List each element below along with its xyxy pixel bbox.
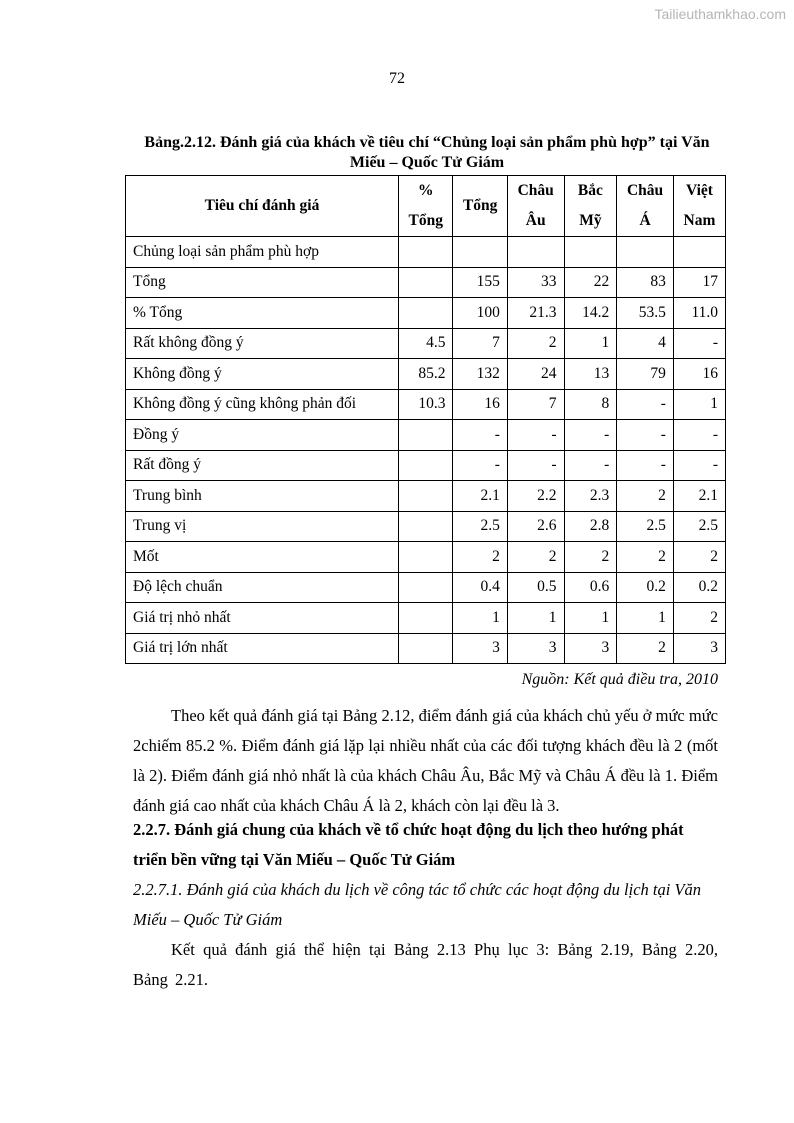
value-cell: 24 [507, 359, 564, 390]
value-cell: 53.5 [617, 298, 674, 329]
value-cell [399, 633, 453, 664]
value-cell: 1 [564, 328, 617, 359]
value-cell: - [617, 420, 674, 451]
value-cell [453, 237, 507, 268]
value-cell: 2 [617, 542, 674, 573]
row-label: Rất không đồng ý [126, 328, 399, 359]
value-cell: 3 [453, 633, 507, 664]
value-cell: 1 [453, 603, 507, 634]
row-label: Đồng ý [126, 420, 399, 451]
value-cell: 2 [507, 542, 564, 573]
table-caption: Bảng.2.12. Đánh giá của khách về tiêu chí “Chủng loại sản phẩm phù hợp” tại Văn Miếu – Quốc Tử Giám [144, 134, 710, 171]
value-cell: 2 [507, 328, 564, 359]
value-cell [399, 603, 453, 634]
value-cell: 17 [673, 267, 725, 298]
row-label: Chủng loại sản phẩm phù hợp [126, 237, 399, 268]
value-cell: 8 [564, 389, 617, 420]
value-cell [399, 237, 453, 268]
value-cell: 100 [453, 298, 507, 329]
header-cell-line: % [417, 182, 434, 199]
value-cell: 0.5 [507, 572, 564, 603]
table-row [126, 603, 726, 634]
watermark: Tailieuthamkhao.com [654, 6, 786, 22]
value-cell: 3 [564, 633, 617, 664]
paragraph-analysis: Theo kết quả đánh giá tại Bảng 2.12, điểm đánh giá của khách chủ yếu ở mức mức 2chiếm 85.2 %. Điểm đánh giá lặp lại nhiều nhất của các đối tượng khách đều là 2 (mốt là 2). Điểm đánh giá nhỏ nhất là của khách Châu Âu, Bắc Mỹ và Châu Á đều là 1. Điểm đánh giá cao nhất của khách Châu Á là 2, khách còn lại đều là 3. [133, 706, 718, 815]
value-cell [399, 450, 453, 481]
paragraph-reference: Kết quả đánh giá thể hiện tại Bảng 2.13 Phụ lục 3: Bảng 2.19, Bảng 2.20, Bảng 2.21. [133, 940, 718, 989]
value-cell: 3 [507, 633, 564, 664]
value-cell: 0.2 [617, 572, 674, 603]
value-cell: - [673, 420, 725, 451]
value-cell: 3 [673, 633, 725, 664]
table-row [126, 481, 726, 512]
value-cell [399, 511, 453, 542]
value-cell: 7 [453, 328, 507, 359]
source-note: Nguồn: Kết quả điều tra, 2010 [521, 671, 718, 688]
table-row [126, 267, 726, 298]
value-cell [399, 572, 453, 603]
value-cell: - [564, 420, 617, 451]
value-cell: 2 [564, 542, 617, 573]
table-row [126, 359, 726, 390]
header-cell-line: Tổng [408, 212, 443, 229]
value-cell: 2.1 [453, 481, 507, 512]
page-number: 72 [389, 70, 405, 87]
value-cell [399, 542, 453, 573]
header-cell-line: Tổng [462, 197, 498, 214]
value-cell: - [617, 389, 674, 420]
value-cell: 33 [507, 267, 564, 298]
header-cell-line: Bắc [577, 182, 603, 199]
header-cell-line: Tiêu chí đánh giá [204, 197, 320, 214]
value-cell [673, 237, 725, 268]
header-cell-line: Á [639, 212, 651, 229]
value-cell: 2.1 [673, 481, 725, 512]
subsection-heading: 2.2.7.1. Đánh giá của khách du lịch về công tác tổ chức các hoạt động du lịch tại Văn Miếu – Quốc Tử Giám [133, 880, 702, 929]
table-row [126, 633, 726, 664]
row-label: Mốt [126, 542, 399, 573]
value-cell: 1 [564, 603, 617, 634]
value-cell: 1 [507, 603, 564, 634]
value-cell: 2.8 [564, 511, 617, 542]
value-cell: 85.2 [399, 359, 453, 390]
header-cell [617, 176, 674, 237]
value-cell: 2 [673, 542, 725, 573]
value-cell: 13 [564, 359, 617, 390]
header-cell [673, 176, 725, 237]
value-cell: 10.3 [399, 389, 453, 420]
value-cell: - [564, 450, 617, 481]
value-cell [399, 420, 453, 451]
value-cell: 2.5 [673, 511, 725, 542]
value-cell: - [617, 450, 674, 481]
value-cell [399, 481, 453, 512]
table-row [126, 328, 726, 359]
header-cell-line: Việt [685, 182, 713, 199]
header-cell [399, 176, 453, 237]
section-heading: 2.2.7. Đánh giá chung của khách về tổ chức hoạt động du lịch theo hướng phát triển bền vững tại Văn Miếu – Quốc Tử Giám [133, 820, 684, 869]
row-label: Giá trị lớn nhất [126, 633, 399, 664]
value-cell: - [673, 328, 725, 359]
value-cell: 11.0 [673, 298, 725, 329]
value-cell: - [673, 450, 725, 481]
header-row [126, 176, 726, 237]
row-label: Giá trị nhỏ nhất [126, 603, 399, 634]
value-cell: 16 [673, 359, 725, 390]
value-cell: 2.3 [564, 481, 617, 512]
value-cell: 2 [673, 603, 725, 634]
header-cell [564, 176, 617, 237]
value-cell: 0.4 [453, 572, 507, 603]
header-cell [453, 176, 507, 237]
row-label: Không đồng ý cũng không phản đối [126, 389, 399, 420]
value-cell: 2.5 [453, 511, 507, 542]
value-cell: 2.2 [507, 481, 564, 512]
value-cell: 155 [453, 267, 507, 298]
value-cell: 14.2 [564, 298, 617, 329]
value-cell: - [507, 450, 564, 481]
value-cell [564, 237, 617, 268]
value-cell: 2.5 [617, 511, 674, 542]
value-cell: 132 [453, 359, 507, 390]
row-label: Không đồng ý [126, 359, 399, 390]
value-cell: 83 [617, 267, 674, 298]
table-row [126, 572, 726, 603]
table-body [126, 237, 726, 664]
value-cell: 1 [673, 389, 725, 420]
header-cell-line: Âu [525, 212, 546, 229]
value-cell [399, 298, 453, 329]
value-cell: 4.5 [399, 328, 453, 359]
table-row [126, 420, 726, 451]
table-row [126, 450, 726, 481]
header-cell [126, 176, 399, 237]
header-cell-line: Nam [683, 212, 716, 229]
row-label: Độ lệch chuẩn [126, 572, 399, 603]
value-cell [507, 237, 564, 268]
value-cell: 7 [507, 389, 564, 420]
value-cell: 2 [453, 542, 507, 573]
table-row [126, 389, 726, 420]
value-cell: 79 [617, 359, 674, 390]
value-cell: 21.3 [507, 298, 564, 329]
value-cell: - [453, 450, 507, 481]
value-cell: - [453, 420, 507, 451]
value-cell: 0.6 [564, 572, 617, 603]
value-cell: 2 [617, 633, 674, 664]
value-cell: 1 [617, 603, 674, 634]
value-cell: 4 [617, 328, 674, 359]
value-cell: 16 [453, 389, 507, 420]
value-cell [399, 267, 453, 298]
value-cell: 22 [564, 267, 617, 298]
row-label: Tổng [126, 267, 399, 298]
table-row [126, 542, 726, 573]
value-cell: - [507, 420, 564, 451]
value-cell [617, 237, 674, 268]
value-cell: 2.6 [507, 511, 564, 542]
table-row [126, 237, 726, 268]
row-label: Trung bình [126, 481, 399, 512]
table-header [126, 176, 726, 237]
evaluation-table [125, 175, 726, 664]
header-cell-line: Châu [517, 182, 554, 199]
value-cell: 2 [617, 481, 674, 512]
table-row [126, 298, 726, 329]
row-label: Trung vị [126, 511, 399, 542]
row-label: Rất đồng ý [126, 450, 399, 481]
header-cell [507, 176, 564, 237]
value-cell: 0.2 [673, 572, 725, 603]
header-cell-line: Châu [626, 182, 664, 199]
header-cell-line: Mỹ [579, 212, 602, 229]
table-row [126, 511, 726, 542]
row-label: % Tổng [126, 298, 399, 329]
